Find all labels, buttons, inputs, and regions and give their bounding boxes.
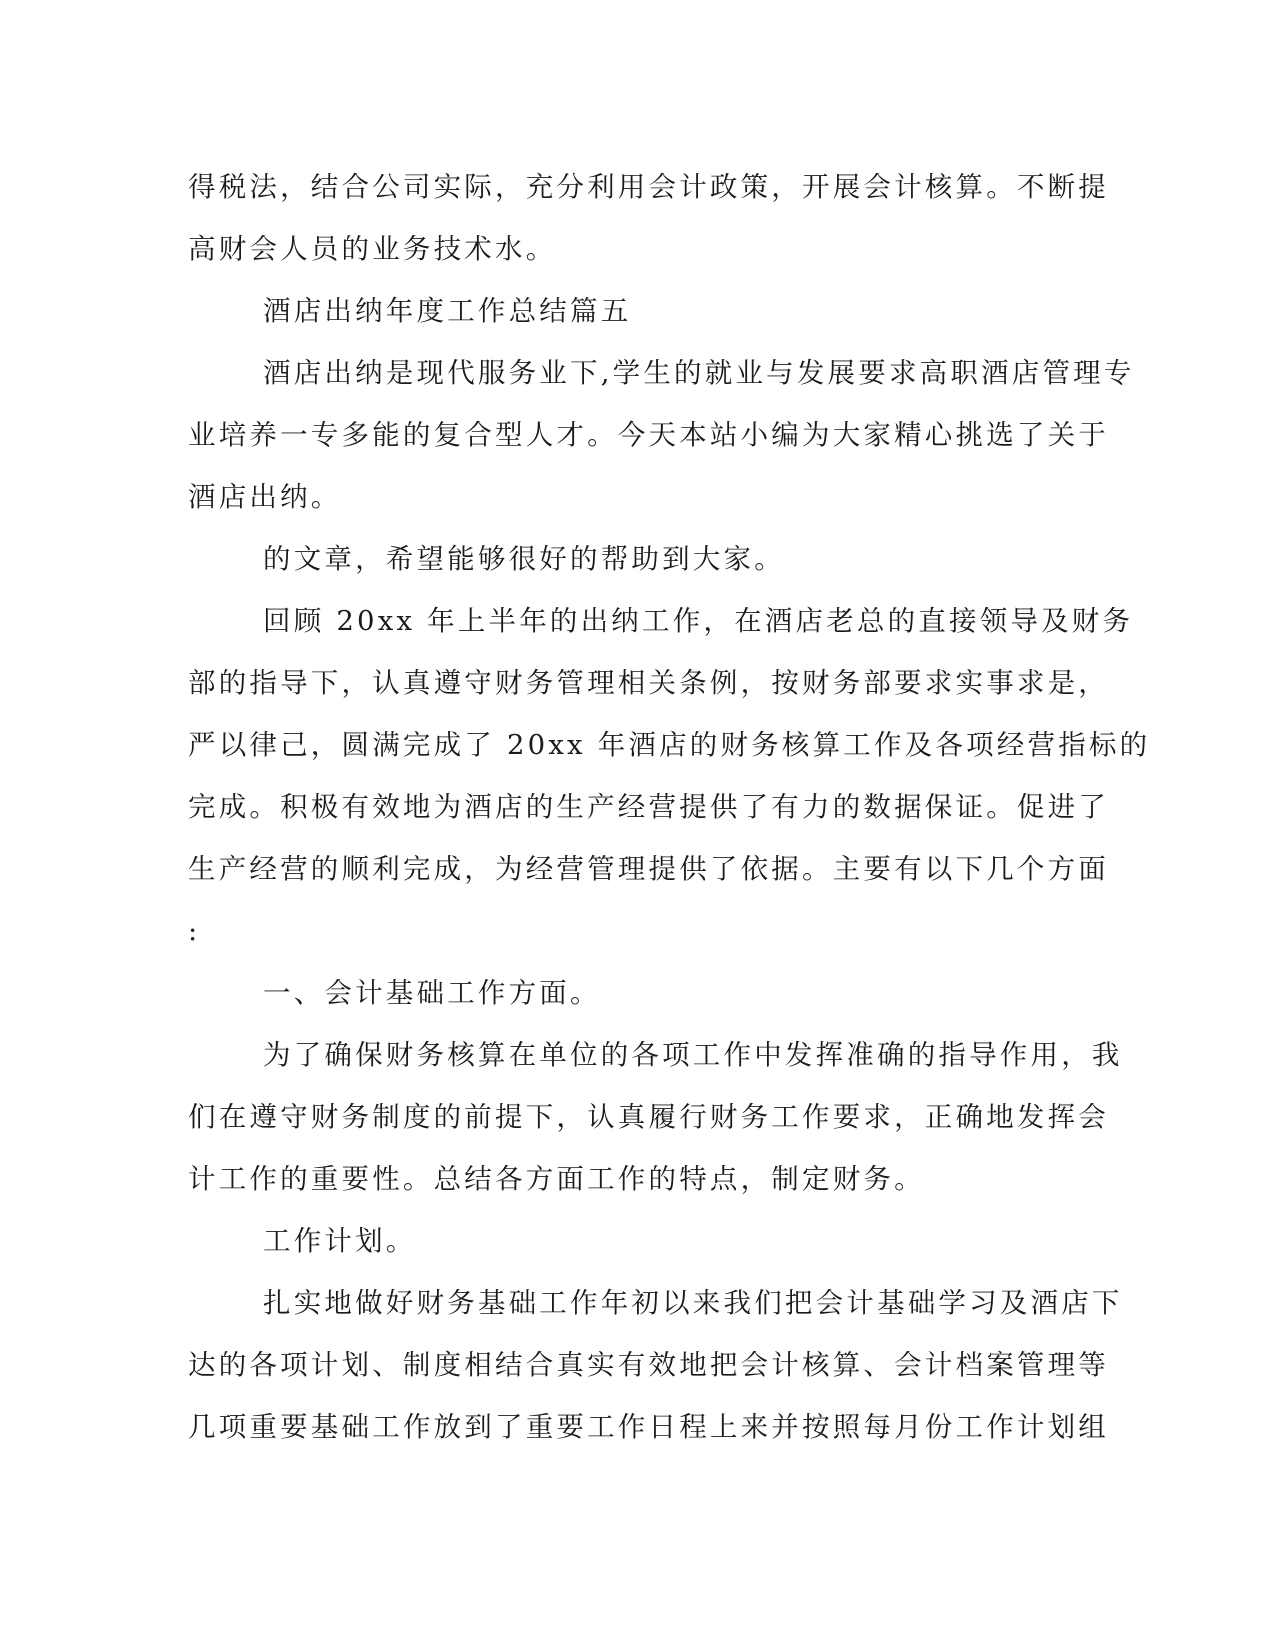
- text-line: 回顾 20xx 年上半年的出纳工作，在酒店老总的直接领导及财务: [263, 605, 1134, 637]
- text-line: 为了确保财务核算在单位的各项工作中发挥准确的指导作用，我: [263, 1039, 1123, 1071]
- text-line: 酒店出纳是现代服务业下,学生的就业与发展要求高职酒店管理专: [263, 357, 1135, 389]
- text-line: 几项重要基础工作放到了重要工作日程上来并按照每月份工作计划组: [188, 1411, 1109, 1443]
- text-line: 达的各项计划、制度相结合真实有效地把会计核算、会计档案管理等: [188, 1349, 1109, 1381]
- text-line: 业培养一专多能的复合型人才。今天本站小编为大家精心挑选了关于: [188, 419, 1109, 451]
- text-line: 酒店出纳。: [188, 481, 342, 513]
- text-line: 严以律己，圆满完成了 20xx 年酒店的财务核算工作及各项经营指标的: [188, 729, 1151, 761]
- text-line: :: [188, 915, 201, 947]
- text-line: 的文章，希望能够很好的帮助到大家。: [263, 543, 785, 575]
- section-heading: 酒店出纳年度工作总结篇五: [263, 295, 632, 327]
- document-body: [188, 156, 1151, 1458]
- text-line: 计工作的重要性。总结各方面工作的特点，制定财务。: [188, 1163, 925, 1195]
- section-heading: 一、会计基础工作方面。: [263, 977, 601, 1009]
- text-line: 完成。积极有效地为酒店的生产经营提供了有力的数据保证。促进了: [188, 791, 1109, 823]
- text-line: 扎实地做好财务基础工作年初以来我们把会计基础学习及酒店下: [263, 1287, 1123, 1319]
- text-line: 们在遵守财务制度的前提下，认真履行财务工作要求，正确地发挥会: [188, 1101, 1109, 1133]
- text-line: 工作计划。: [263, 1225, 417, 1257]
- text-line: 生产经营的顺利完成，为经营管理提供了依据。主要有以下几个方面: [188, 853, 1109, 885]
- text-line: 得税法，结合公司实际，充分利用会计政策，开展会计核算。不断提: [188, 171, 1109, 203]
- text-line: 部的指导下，认真遵守财务管理相关条例，按财务部要求实事求是，: [188, 667, 1109, 699]
- text-line: 高财会人员的业务技术水。: [188, 233, 557, 265]
